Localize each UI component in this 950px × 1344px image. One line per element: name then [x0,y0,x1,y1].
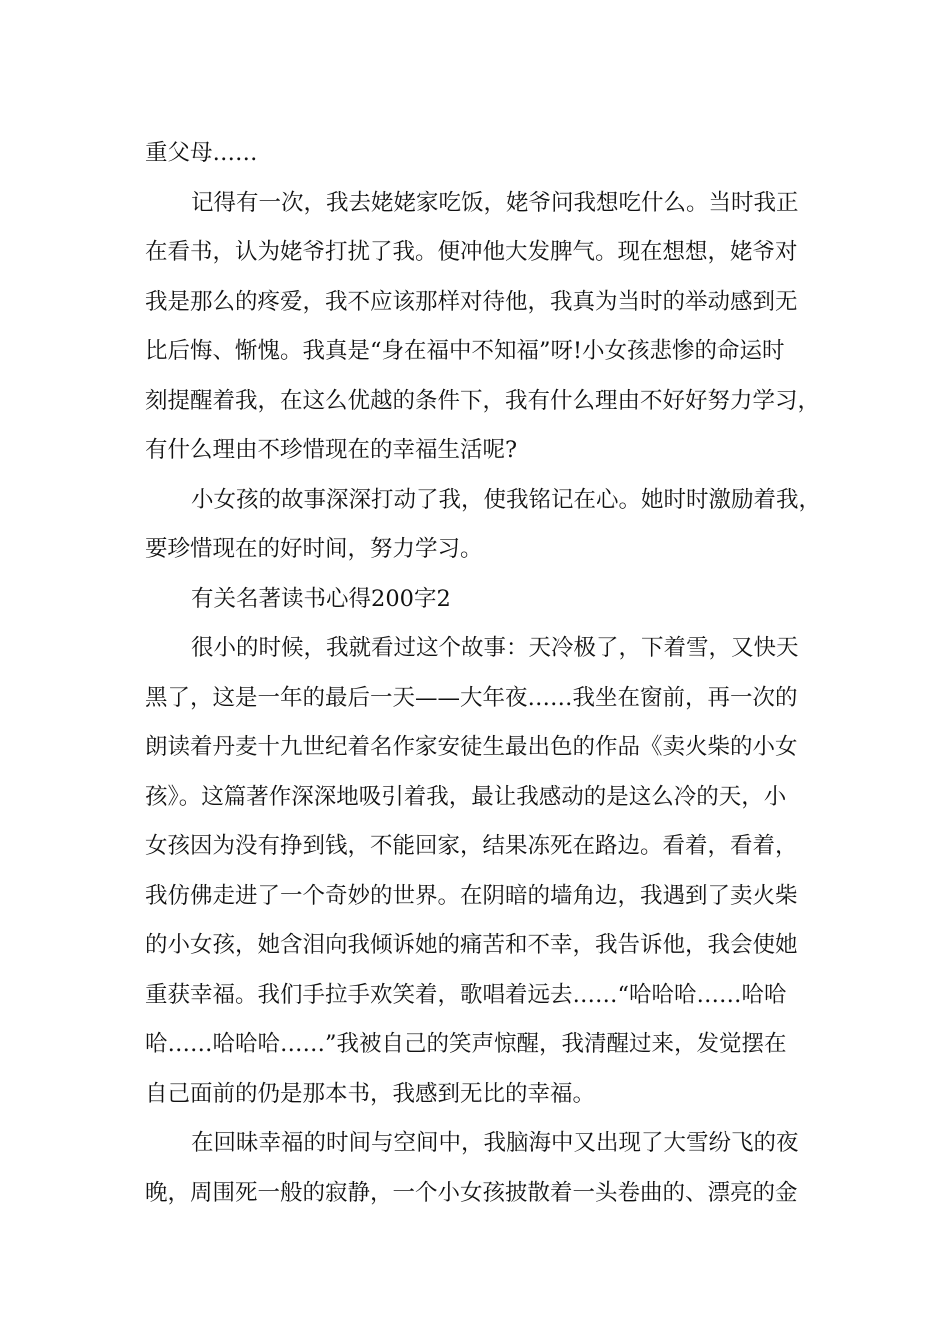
text-line: 的小女孩，她含泪向我倾诉她的痛苦和不幸，我告诉他，我会使她 [145,932,798,958]
text-line: 小女孩的故事深深打动了我，使我铭记在心。她时时激励着我， [191,486,822,513]
text-line: 重父母…… [145,140,258,166]
text-line: 朗读着丹麦十九世纪着名作家安徒生最出色的作品《卖火柴的小女 [145,734,798,760]
paragraph [145,1119,825,1218]
paragraph [145,624,825,1119]
text-line: 自己面前的仍是那本书，我感到无比的幸福。 [145,1080,596,1107]
text-line: 很小的时候，我就看过这个故事：天冷极了，下着雪，又快天 [191,635,799,661]
text-line: 刻提醒着我，在这么优越的条件下，我有什么理由不好好努力学习， [145,387,821,414]
text-line: 孩》。这篇著作深深地吸引着我，最让我感动的是这么冷的天，小 [145,783,787,810]
document-body [145,129,825,1218]
text-line: 晚，周围死一般的寂静，一个小女孩披散着一头卷曲的、漂亮的金 [145,1179,798,1206]
text-line: 在看书，认为姥爷打扰了我。便冲他大发脾气。现在想想，姥爷对 [145,239,798,265]
text-line: 有什么理由不珍惜现在的幸福生活呢? [145,437,518,463]
paragraph [145,179,825,476]
text-line: 我是那么的疼爱，我不应该那样对待他，我真为当时的举动感到无 [145,288,798,315]
text-line: 黑了，这是一年的最后一天——大年夜……我坐在窗前，再一次的 [145,684,798,711]
heading-text: 有关名著读书心得200字2 [191,585,451,612]
text-line: 我仿佛走进了一个奇妙的世界。在阴暗的墙角边，我遇到了卖火柴 [145,882,798,909]
section-heading [145,575,825,625]
text-line: 比后悔、惭愧。我真是“身在福中不知福”呀!小女孩悲惨的命运时 [145,338,785,364]
text-line: 记得有一次，我去姥姥家吃饭，姥爷问我想吃什么。当时我正 [191,189,799,216]
paragraph [145,476,825,575]
text-line: 重获幸福。我们手拉手欢笑着，歌唱着远去……“哈哈哈……哈哈 [145,981,787,1008]
text-line: 要珍惜现在的好时间，努力学习。 [145,536,483,562]
text-line: 在回昧幸福的时间与空间中，我脑海中又出现了大雪纷飞的夜 [191,1130,799,1156]
text-line: 哈……哈哈哈……”我被自己的笑声惊醒，我清醒过来，发觉摆在 [145,1031,787,1057]
paragraph [145,129,825,179]
text-line: 女孩因为没有挣到钱，不能回家，结果冻死在路边。看着，看着， [145,833,798,859]
